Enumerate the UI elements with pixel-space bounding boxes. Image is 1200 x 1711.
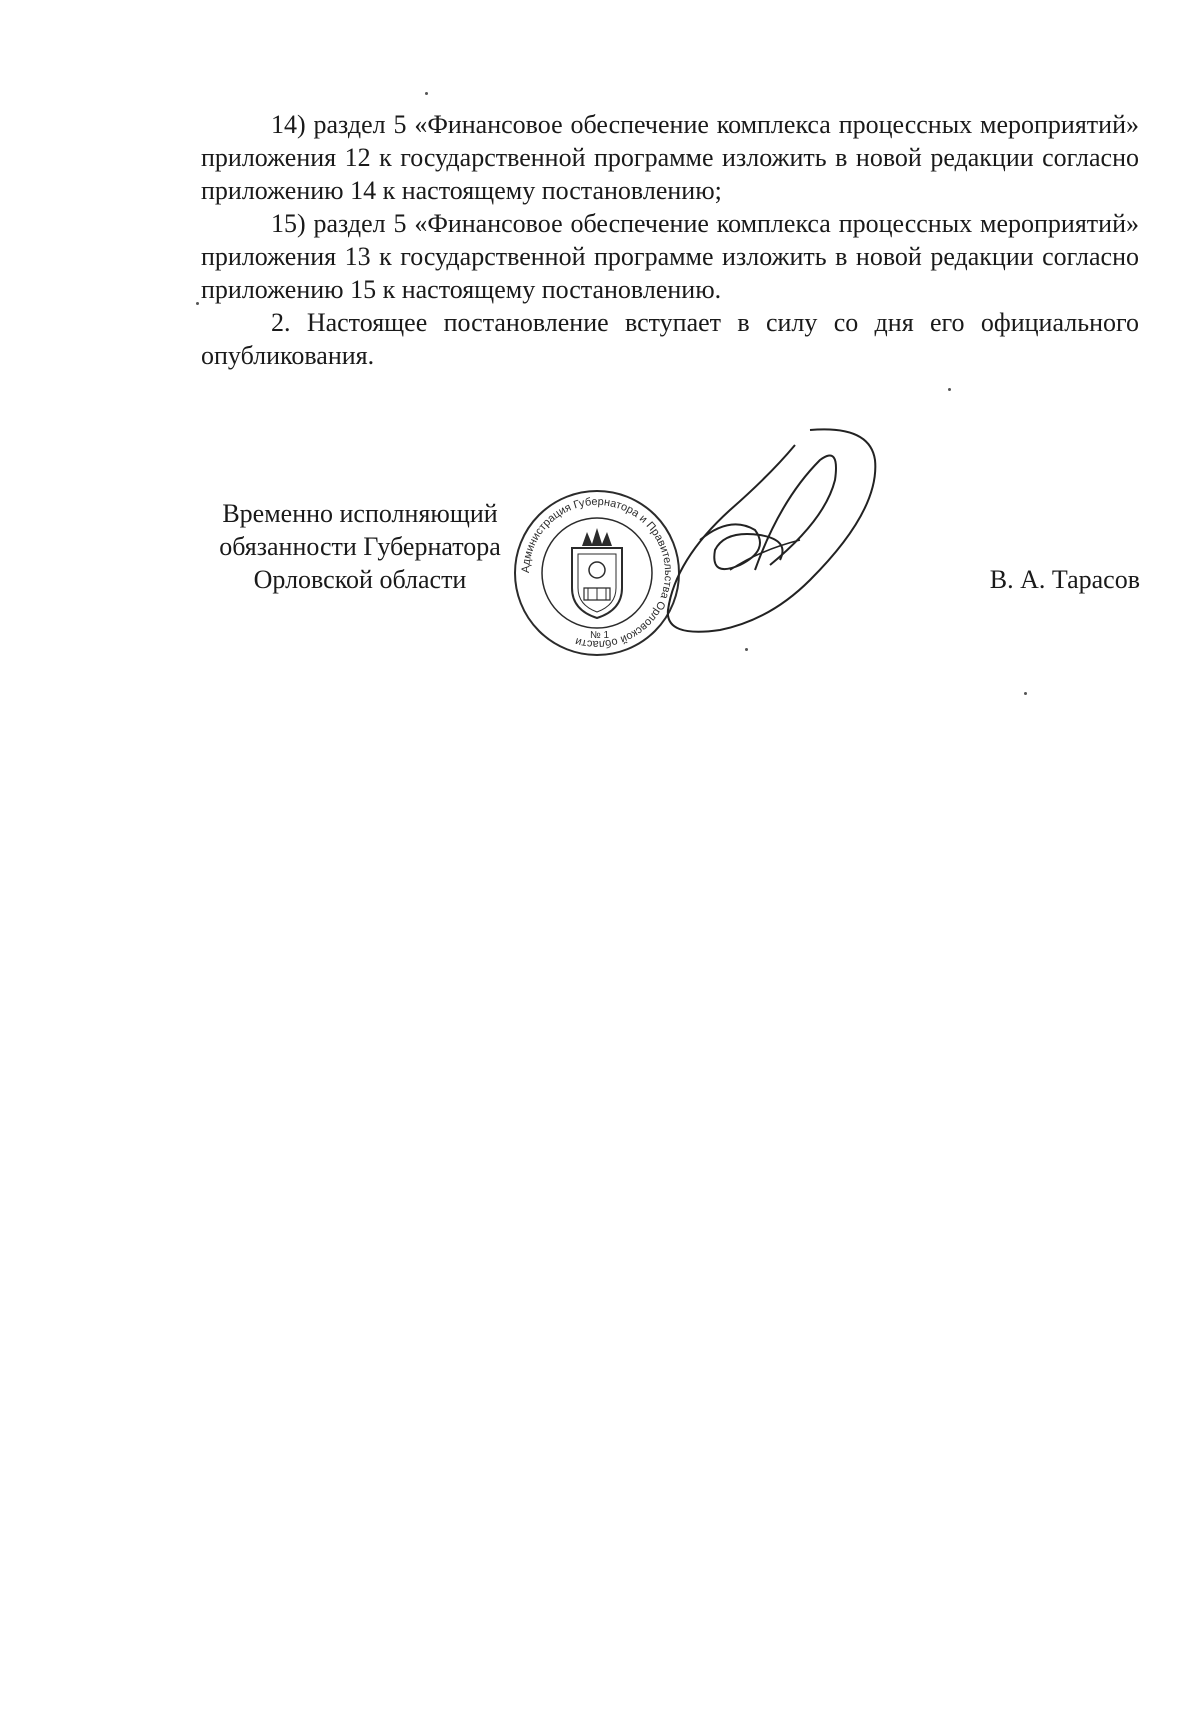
scan-speck <box>425 92 428 95</box>
position-line-2: обязанности Губернатора <box>219 532 501 561</box>
scan-speck <box>745 648 748 651</box>
paragraph-item-15: 15) раздел 5 «Финансовое обеспечение комплекса процессных мероприятий» приложения 13 к государственной программе изложить в новой редакции согласно приложению 15 к настоящему постановлению. <box>201 209 1139 304</box>
coat-of-arms-icon <box>572 528 622 618</box>
official-seal-stamp <box>512 488 682 658</box>
handwritten-signature <box>660 420 920 660</box>
seal-ring-text: Администрация Губернатора и Правительства Орловской области <box>519 495 675 651</box>
document-body <box>201 108 1139 372</box>
scan-speck <box>948 388 951 391</box>
scan-speck <box>1024 692 1027 695</box>
paragraph-effective-date: 2. Настоящее постановление вступает в силу со дня его официального опубликования. <box>201 308 1139 370</box>
scan-speck <box>196 302 199 305</box>
position-line-1: Временно исполняющий <box>222 499 498 528</box>
position-line-3: Орловской области <box>253 565 467 594</box>
signatory-position <box>200 497 520 596</box>
paragraph-item-14: 14) раздел 5 «Финансовое обеспечение комплекса процессных мероприятий» приложения 12 к государственной программе изложить в новой редакции согласно приложению 14 к настоящему постановлению; <box>201 110 1139 205</box>
signer-name: В. А. Тарасов <box>989 565 1140 594</box>
seal-number: № 1 <box>590 630 610 641</box>
